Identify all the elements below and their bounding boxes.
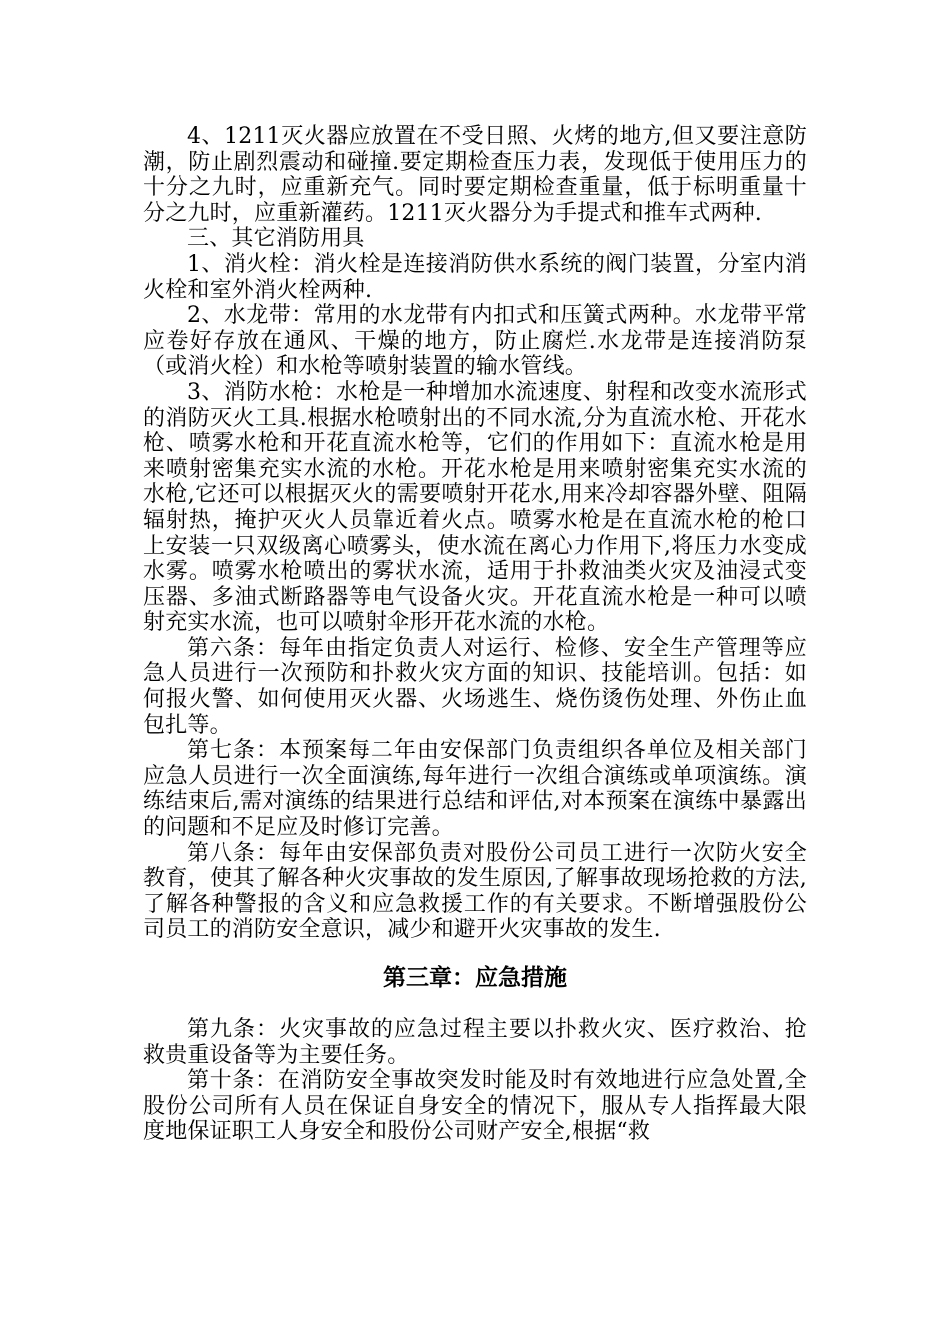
paragraph-article-7: 第七条：本预案每二年由安保部门负责组织各单位及相关部门应急人员进行一次全面演练,每年进行一次组合演练或单项演练。演练结束后,需对演练的结果进行总结和评估,对本预案在演练中暴露出的问题和不足应及时修订完善。 [143, 738, 807, 841]
paragraph-fire-nozzle: 3、消防水枪：水枪是一种增加水流速度、射程和改变水流形式的消防灭火工具.根据水枪喷射出的不同水流,分为直流水枪、开花水枪、喷雾水枪和开花直流水枪等，它们的作用如下：直流水枪是用来喷射密集充实水流的水枪。开花水枪是用来喷射密集充实水流的水枪,它还可以根据灭火的需要喷射开花水,用来冷却容器外壁、阻隔辐射热，掩护灭火人员靠近着火点。喷雾水枪是在直流水枪的枪口上安装一只双级离心喷雾头，使水流在离心力作用下,将压力水变成水雾。喷雾水枪喷出的雾状水流，适用于扑救油类火灾及油浸式变压器、多油式断路器等电气设备火灾。开花直流水枪是一种可以喷射充实水流，也可以喷射伞形开花水流的水枪。 [143, 379, 807, 636]
paragraph-fire-hose: 2、水龙带：常用的水龙带有内扣式和压簧式两种。水龙带平常应卷好存放在通风、干燥的地方，防止腐烂.水龙带是连接消防泵（或消火栓）和水枪等喷射装置的输水管线。 [143, 303, 807, 380]
paragraph-article-9: 第九条：火灾事故的应急过程主要以扑救火灾、医疗救治、抢救贵重设备等为主要任务。 [143, 1017, 807, 1068]
chapter-title: 第三章：应急措施 [383, 965, 567, 991]
paragraph-1211-extinguisher: 4、1211灭火器应放置在不受日照、火烤的地方,但又要注意防潮，防止剧烈震动和碰撞.要定期检查压力表，发现低于使用压力的十分之九时，应重新充气。同时要定期检查重量，低于标明重量十分之九时，应重新灌药。1211灭火器分为手提式和推车式两种. [143, 124, 807, 226]
section-heading-other-equipment: 三、其它消防用具 [187, 226, 365, 252]
paragraph-article-6: 第六条：每年由指定负责人对运行、检修、安全生产管理等应急人员进行一次预防和扑救火灾方面的知识、技能培训。包括：如何报火警、如何使用灭火器、火场逃生、烧伤烫伤处理、外伤止血包扎等。 [143, 635, 807, 738]
document-body [143, 124, 807, 1145]
paragraph-article-10: 第十条：在消防安全事故突发时能及时有效地进行应急处置,全股份公司所有人员在保证自身安全的情况下，服从专人指挥最大限度地保证职工人身安全和股份公司财产安全,根据“救 [143, 1068, 807, 1145]
paragraph-fire-hydrant: 1、消火栓：消火栓是连接消防供水系统的阀门装置，分室内消火栓和室外消火栓两种. [143, 251, 807, 303]
paragraph-article-8: 第八条：每年由安保部负责对股份公司员工进行一次防火安全教育，使其了解各种火灾事故的发生原因,了解事故现场抢救的方法,了解各种警报的含义和应急救援工作的有关要求。不断增强股份公司员工的消防安全意识，减少和避开火灾事故的发生. [143, 840, 807, 943]
